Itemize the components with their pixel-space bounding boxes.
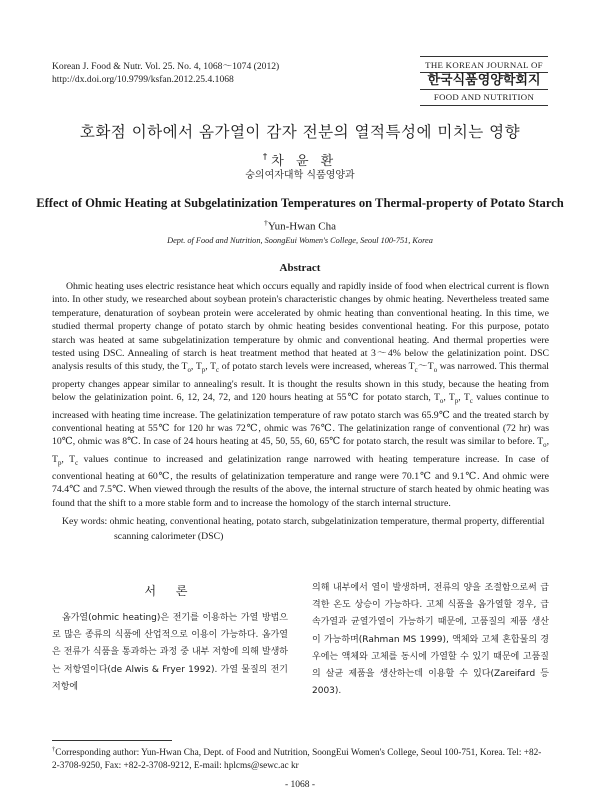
page-number: - 1068 - [284,780,316,790]
intro-column-left: 옴가열(ohmic heating)은 전기를 이용하는 가열 방법으로 많은 종류의 식품에 산업적으로 이용이 가능하다. 옴가열은 전류가 식품을 통과하는 과정 중 내부 저항에 의해 발생하는 저항열이다(de Alwis & Fryer 1992). 가열 물질의 전기 저항에 [52,613,288,692]
author-mark-en: † [264,218,268,227]
journal-name-en-bottom: FOOD AND NUTRITION [433,92,535,102]
section-heading-introduction: 서 론 [144,584,196,598]
footnote-correspondence [52,743,549,773]
author-english [0,218,600,233]
footnote-rule [52,740,172,741]
title-korean: 호화점 이하에서 옴가열이 감자 전분의 열적특성에 미치는 영향 [79,123,521,141]
keywords-line-2: scanning calorimeter (DSC) [114,531,224,542]
affiliation-english: Dept. of Food and Nutrition, SoongEui Women's College, Seoul 100-751, Korea [167,236,433,245]
title-english: Effect of Ohmic Heating at Subgelatinization Temperatures on Thermal-property of Potato Starch [36,196,564,210]
logo-rule-top [420,56,548,57]
author-mark-ko: † [262,152,272,163]
journal-name-ko: 한국식품영양학회지 [427,73,541,88]
logo-rule-mid-bottom [420,89,548,90]
journal-citation: Korean J. Food & Nutr. Vol. 25. No. 4, 1068～1074 (2012) [52,61,280,72]
journal-name-en-top: THE KOREAN JOURNAL OF [425,60,543,70]
journal-citation-block [52,60,279,86]
logo-rule-bottom [420,105,548,106]
footnote-mark: † [52,746,56,753]
keywords [62,514,549,544]
keywords-line-1: Key words: ohmic heating, conventional heating, potato starch, subgelatinization temperature, thermal property, differential [62,516,545,527]
abstract-heading: Abstract [279,262,321,274]
doi-link[interactable]: http://dx.doi.org/10.9799/ksfan.2012.25.4.1068 [52,74,234,85]
footnote-text: Corresponding author: Yun-Hwan Cha, Dept. of Food and Nutrition, SoongEui Women's College, Seoul 100-751, Korea. Tel: +82-2-3708-9250, Fax: +82-2-3708-9212, E-mail: hplcms@sewc.ac kr [52,748,542,772]
affiliation-korean: 숭의여자대학 식품영양과 [245,170,355,181]
author-name-ko: 차 윤 환 [271,154,338,169]
journal-logo-block [420,56,548,106]
abstract-body: Ohmic heating uses electric resistance heat which occurs equally and rapidly inside of food when electrical current is flown into. In other study, we researched about soybean protein's characteristic changes by ohmic heating. Nevertheless treated same temperature, denaturation of soybean protein were accelerated by ohmic heating than conventional heating. In this time, we studied thermal property change of potato starch by ohmic heating besides conventional heating. For this purpose, potato starch was heated at same subgelatinization temperature by ohmic and conventional heating. And thermal properties were tested using DSC. Annealing of starch is heat treatment method that heated at 3～4% below the gelatinization point. DSC analysis results of this study, the $T_o$, $T_p$, $T_c$ of potato starch levels were increased, whereas $T_c\sim T_o$ was narrowed. This thermal property changes appear similar to annealing's result. It is thought the results shown in this study, because the heating from below the gelatinization point. 6, 12, 24, 72, and 120 hours heating at 55℃ for potato starch, $T_o$, $T_p$, $T_c$ values continue to increased with heating time increase. The gelatinization temperature of raw potato starch was 65.9℃ and the treated starch by conventional heating at 55℃ for 120 hr was 72℃, ohmic was 76℃. The gelatinization range of conventional (72 hr) was 10℃, ohmic was 8℃. In case of 24 hours heating at 45, 50, 55, 60, 65℃ for potato starch, the result was similar to before. $T_o$, $T_p$, $T_c$ values continue to increased and gelatinization range narrowed with heating temperature increase. In case of conventional heating at 60℃, the results of gelatinization temperature and range were 70.1℃ and 9.1℃. And ohmic were 74.4℃ and 7.5℃. When viewed through the results of the above, the internal structure of starch heated by ohmic heating was found that the shift to a more stable form and to increase the homology of the starch internal structure. [52,281,550,509]
intro-column-right: 의해 내부에서 열이 발생하며, 전류의 양을 조절함으로써 급격한 온도 상승이 가능하다. 고체 식품을 옴가열할 경우, 급속가열과 균열가열이 가능하기 때문에, 고품질의 제품 생산이 가능하며(Rahman MS 1999), 액체와 고체 혼합물의 경우에는 액체와 고체를 동시에 가열할 수 있기 때문에 고품질의 살균 제품을 생산하는데 이용할 수 있다(Zareifard 등 2003). [312,583,549,697]
author-name-en: Yun-Hwan Cha [267,220,336,233]
